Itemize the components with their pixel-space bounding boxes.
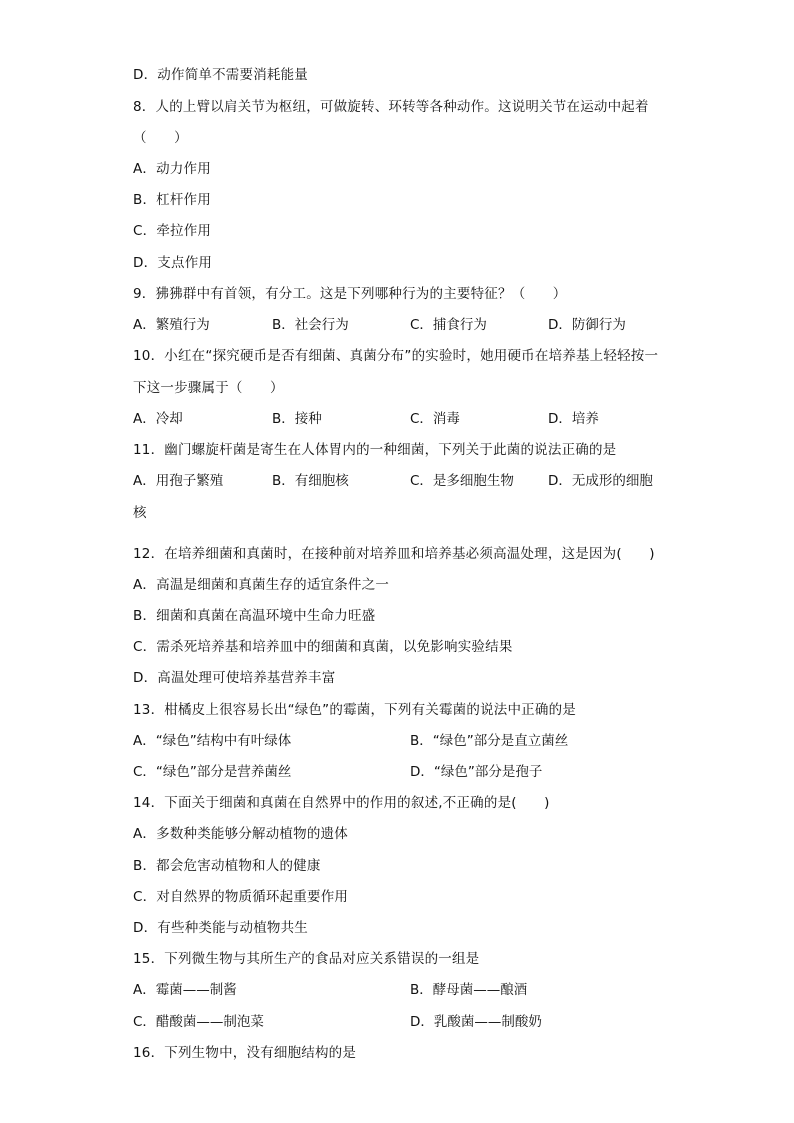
- q13-stem: 13．柑橘皮上很容易长出“绿色”的霉菌，下列有关霉菌的说法中正确的是: [133, 702, 576, 718]
- q9-option-b: B．社会行为: [272, 317, 349, 333]
- q12-stem: 12．在培养细菌和真菌时，在接种前对培养皿和培养基必须高温处理，这是因为( ): [133, 546, 655, 562]
- q14-option-a: A．多数种类能够分解动植物的遗体: [133, 826, 348, 842]
- q15-option-c: C．醋酸菌——制泡菜: [133, 1014, 264, 1030]
- q10-option-a: A．冷却: [133, 411, 183, 427]
- q10-stem: 10．小红在“探究硬币是否有细菌、真菌分布”的实验时，她用硬币在培养基上轻轻按一: [133, 348, 659, 364]
- q12-option-c: C．需杀死培养基和培养皿中的细菌和真菌，以免影响实验结果: [133, 639, 513, 655]
- q10-stem-cont: 下这一步骤属于（ ）: [133, 380, 284, 396]
- q11-option-a: A．用孢子繁殖: [133, 473, 224, 489]
- q10-option-d: D．培养: [548, 411, 599, 427]
- q9-option-a: A．繁殖行为: [133, 317, 210, 333]
- q12-option-d: D．高温处理可使培养基营养丰富: [133, 670, 336, 686]
- q15-option-a: A．霉菌——制酱: [133, 982, 237, 998]
- q11-option-b: B．有细胞核: [272, 473, 349, 489]
- q14-stem: 14．下面关于细菌和真菌在自然界中的作用的叙述,不正确的是( ): [133, 795, 550, 811]
- q10-option-c: C．消毒: [410, 411, 460, 427]
- q9-stem: 9．狒狒群中有首领，有分工。这是下列哪种行为的主要特征？（ ）: [133, 286, 567, 302]
- q14-option-c: C．对自然界的物质循环起重要作用: [133, 889, 349, 905]
- q8-stem-blank: （ ）: [133, 130, 188, 146]
- q13-option-b: B．“绿色”部分是直立菌丝: [410, 733, 569, 749]
- q13-option-a: A．“绿色”结构中有叶绿体: [133, 733, 292, 749]
- q9-option-d: D．防御行为: [548, 317, 626, 333]
- q15-option-d: D．乳酸菌——制酸奶: [410, 1014, 542, 1030]
- q15-stem: 15．下列微生物与其所生产的食品对应关系错误的一组是: [133, 951, 480, 967]
- q10-option-b: B．接种: [272, 411, 322, 427]
- q8-option-c: C．牵拉作用: [133, 223, 212, 239]
- q13-option-d: D．“绿色”部分是孢子: [410, 764, 543, 780]
- q8-option-b: B．杠杆作用: [133, 192, 211, 208]
- q8-option-a: A．动力作用: [133, 161, 211, 177]
- q14-option-d: D．有些种类能与动植物共生: [133, 920, 308, 936]
- q14-option-b: B．都会危害动植物和人的健康: [133, 858, 321, 874]
- q8-option-d: D．支点作用: [133, 255, 213, 271]
- q8-stem: 8．人的上臂以肩关节为枢纽，可做旋转、环转等各种动作。这说明关节在运动中起着: [133, 99, 649, 115]
- q11-stem: 11．幽门螺旋杆菌是寄生在人体胃内的一种细菌，下列关于此菌的说法正确的是: [133, 442, 617, 458]
- q12-option-a: A．高温是细菌和真菌生存的适宜条件之一: [133, 577, 390, 593]
- q11-option-d: D．无成形的细胞: [548, 473, 653, 489]
- q13-option-c: C．“绿色”部分是营养菌丝: [133, 764, 292, 780]
- q11-option-d-wrap: 核: [133, 505, 147, 521]
- q9-option-c: C．捕食行为: [410, 317, 487, 333]
- q15-option-b: B．酵母菌——酿酒: [410, 982, 528, 998]
- q12-option-b: B．细菌和真菌在高温环境中生命力旺盛: [133, 608, 376, 624]
- q16-stem: 16．下列生物中，没有细胞结构的是: [133, 1045, 357, 1061]
- q7-option-d: D．动作简单不需要消耗能量: [133, 67, 308, 83]
- q11-option-c: C．是多细胞生物: [410, 473, 514, 489]
